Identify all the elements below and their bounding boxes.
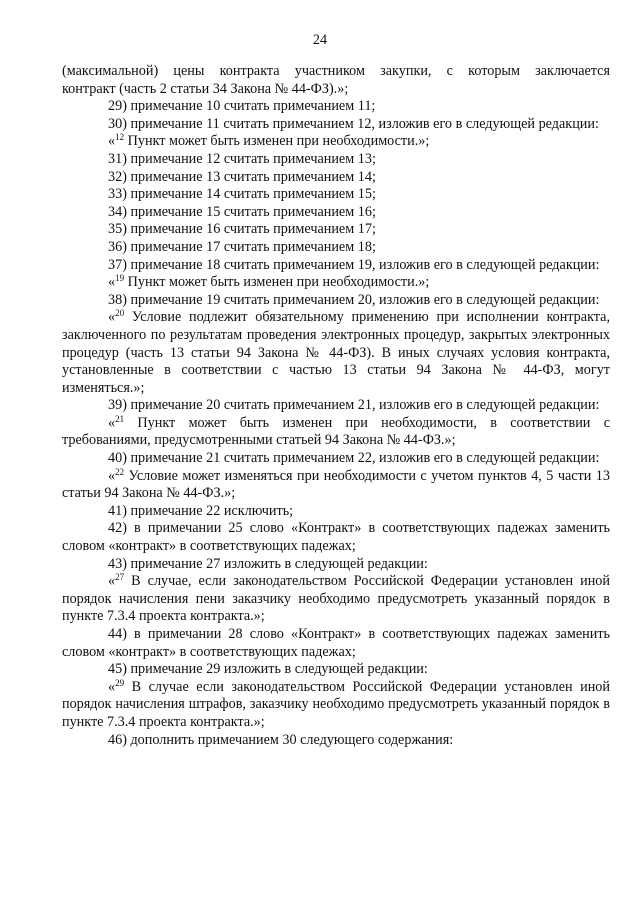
paragraph: 32) примечание 13 считать примечанием 14; xyxy=(108,168,376,185)
document-body xyxy=(62,63,610,749)
paragraph-text: Условие подлежит обязательному применению при исполнении контракта, заключенного по результатам проведения электронных процедур, закрытых электронных процедур (часть 13 статьи 94 Закона № 44-ФЗ). В иных случаях условия контракта, установленные в соответствии с частью 13 статьи 94 Закона № 44-ФЗ, могут изменяться.»; xyxy=(62,309,610,396)
footnote-mark: 22 xyxy=(115,466,125,477)
paragraph: «$^{20}$ Условие подлежит обязательному применению при исполнении контракта, заключенного по результатам проведения электронных процедур, закрытых электронных процедур (часть 13 статьи 94 Закона № 44-ФЗ). В иных случаях условия контракта, установленные в соответствии с частью 13 статьи 94 Закона № 44-ФЗ, могут изменяться.»; xyxy=(62,308,610,396)
paragraph: 31) примечание 12 считать примечанием 13; xyxy=(108,150,376,167)
paragraph: «$^{12}$ Пункт может быть изменен при необходимости.»; xyxy=(108,132,430,150)
paragraph-text: Условие может изменяться при необходимости с учетом пунктов 4, 5 части 13 статьи 94 Закона № 44-ФЗ.»; xyxy=(62,467,610,502)
paragraph: 43) примечание 27 изложить в следующей редакции: xyxy=(108,555,428,572)
paragraph: контракт (часть 2 статьи 34 Закона № 44-ФЗ).»; xyxy=(62,80,349,97)
paragraph-text: В случае, если законодательством Российской Федерации установлен иной порядок начисления пени заказчику необходимо предусмотреть указанный порядок в пункте 7.3.4 проекта контракта.»; xyxy=(62,573,610,625)
paragraph-text: Пункт может быть изменен при необходимости.»; xyxy=(124,133,430,150)
footnote-mark: 20 xyxy=(115,308,125,319)
paragraph: 36) примечание 17 считать примечанием 18; xyxy=(108,238,376,255)
paragraph: 44) в примечании 28 слово «Контракт» в соответствующих падежах заменить словом «контракт» в соответствующих падежах; xyxy=(62,626,610,660)
paragraph: 30) примечание 11 считать примечанием 12, изложив его в следующей редакции: xyxy=(108,115,599,132)
paragraph: 35) примечание 16 считать примечанием 17; xyxy=(108,221,376,238)
paragraph: «$^{29}$ В случае если законодательством Российской Федерации установлен иной порядок начисления штрафов, заказчику необходимо предусмотреть указанный порядок в пункте 7.3.4 проекта контракта.»; xyxy=(62,677,610,730)
paragraph: 45) примечание 29 изложить в следующей редакции: xyxy=(108,661,428,678)
paragraph: «$^{19}$ Пункт может быть изменен при необходимости.»; xyxy=(108,273,430,291)
paragraph: «$^{21}$ Пункт может быть изменен при необходимости, в соответствии с требованиями, предусмотренными статьей 94 Закона № 44-ФЗ.»; xyxy=(62,413,610,449)
paragraph: 34) примечание 15 считать примечанием 16; xyxy=(108,203,376,220)
footnote-mark: 27 xyxy=(115,572,125,583)
paragraph: «$^{22}$ Условие может изменяться при необходимости с учетом пунктов 4, 5 части 13 статьи 94 Закона № 44-ФЗ.»; xyxy=(62,466,610,502)
paragraph: 41) примечание 22 исключить; xyxy=(108,502,294,519)
paragraph-text: Пункт может быть изменен при необходимости, в соответствии с требованиями, предусмотренными статьей 94 Закона № 44-ФЗ.»; xyxy=(62,414,610,449)
paragraph-text: В случае если законодательством Российской Федерации установлен иной порядок начисления штрафов, заказчику необходимо предусмотреть указанный порядок в пункте 7.3.4 проекта контракта.»; xyxy=(62,678,610,730)
page-number: 24 xyxy=(312,32,328,48)
paragraph: (максимальной) цены контракта участником закупки, с которым заключается xyxy=(62,63,610,79)
footnote-mark: 19 xyxy=(115,273,125,284)
paragraph: 38) примечание 19 считать примечанием 20, изложив его в следующей редакции: xyxy=(108,291,600,308)
paragraph: 42) в примечании 25 слово «Контракт» в соответствующих падежах заменить словом «контракт» в соответствующих падежах; xyxy=(62,520,610,555)
paragraph: 40) примечание 21 считать примечанием 22, изложив его в следующей редакции: xyxy=(108,450,600,467)
footnote-mark: 29 xyxy=(115,677,125,688)
paragraph: 39) примечание 20 считать примечанием 21, изложив его в следующей редакции: xyxy=(108,397,600,414)
paragraph: 29) примечание 10 считать примечанием 11; xyxy=(108,98,376,115)
paragraph: 37) примечание 18 считать примечанием 19, изложив его в следующей редакции: xyxy=(108,256,600,273)
paragraph: 33) примечание 14 считать примечанием 15; xyxy=(108,186,376,203)
paragraph-text: Пункт может быть изменен при необходимости.»; xyxy=(124,274,430,291)
paragraph: «$^{27}$ В случае, если законодательством Российской Федерации установлен иной порядок начисления пени заказчику необходимо предусмотреть указанный порядок в пункте 7.3.4 проекта контракта.»; xyxy=(62,572,610,625)
footnote-mark: 12 xyxy=(115,132,125,143)
footnote-mark: 21 xyxy=(115,413,125,424)
paragraph: 46) дополнить примечанием 30 следующего содержания: xyxy=(108,731,454,748)
